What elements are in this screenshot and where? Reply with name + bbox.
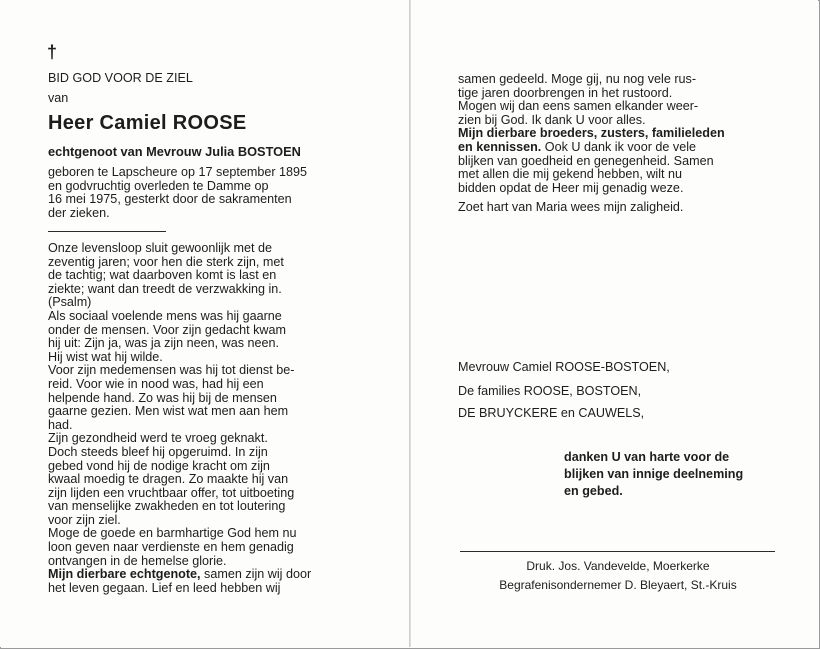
body-line: hij uit: Zijn ja, was ja zijn neen, was neen. — [48, 336, 280, 351]
body-line: Moge de goede en barmhartige God hem nu — [48, 526, 297, 541]
thanks-line: en gebed. — [564, 484, 623, 498]
cont-line: bidden opdat de Heer mij genadig weze. — [458, 180, 684, 195]
body-line: loon geven naar verdienste en hem genadig — [48, 540, 294, 555]
body-line: (Psalm) — [48, 295, 92, 310]
cont-line: blijken van goedheid en genegenheid. Samen — [458, 153, 714, 168]
body-line: voor zijn ziel. — [48, 512, 121, 527]
birth-line: geboren te Lapscheure op 17 september 1895 — [48, 165, 308, 179]
spouse-address: Mijn dierbare echtgenote, — [48, 567, 201, 582]
body-line: de tachtig; wat daarboven komt is last en — [48, 268, 277, 283]
thanks-line: blijken van innige deelneming — [564, 467, 744, 481]
divider — [48, 231, 166, 232]
left-panel — [0, 0, 409, 647]
body-line: van menselijke zwakheden en tot loutering — [48, 499, 286, 514]
birth-line: der zieken. — [48, 205, 110, 220]
body-line: het leven gegaan. Lief en leed hebben wij — [48, 580, 281, 595]
spouse-line: echtgenoot van Mevrouw Julia BOSTOEN — [48, 144, 301, 159]
birth-line: 16 mei 1975, gesterkt door de sakramenten — [48, 192, 292, 207]
thanks-block — [564, 449, 779, 500]
body-line: zeventig jaren; voor hen die sterk zijn, met — [48, 254, 284, 269]
cont-line — [458, 141, 778, 155]
cont-line-rest: Ook U dank ik voor de vele — [541, 139, 696, 154]
body-line: gebed vond hij de nodige kracht om zijn — [48, 458, 270, 473]
body-line: had. — [48, 417, 73, 432]
deceased-name: Heer Camiel ROOSE — [48, 112, 247, 134]
body-line: Doch steeds bleef hij opgeruimd. In zijn — [48, 444, 268, 459]
body-line: kwaal moedig te dragen. Zo maakte hij van — [48, 472, 289, 487]
body-line: zijn lijden een vruchtbaar offer, tot uitboeting — [48, 485, 295, 500]
cont-line: tige jaren doorbrengen in het rustoord. — [458, 85, 673, 100]
body-line: onder de mensen. Voor zijn gedacht kwam — [48, 322, 287, 337]
family-line: DE BRUYCKERE en CAUWELS, — [458, 406, 645, 420]
printer-line: Druk. Jos. Vandevelde, Moerkerke — [526, 559, 710, 573]
body-line — [48, 568, 370, 582]
undertaker-line: Begrafenisondernemer D. Bleyaert, St.-Kruis — [499, 578, 737, 592]
cont-line: Mijn dierbare broeders, zusters, familieleden — [458, 126, 725, 141]
body-line: helpende hand. Zo was hij bij de mensen — [48, 390, 277, 405]
birth-block — [48, 166, 370, 220]
body-line: Hij wist wat hij wilde. — [48, 349, 163, 364]
family-line: De families ROOSE, BOSTOEN, — [458, 384, 642, 398]
birth-line: en godvruchtig overleden te Damme op — [48, 178, 269, 193]
continuation-text — [458, 73, 778, 195]
cont-line: Mogen wij dan eens samen elkander weer- — [458, 99, 699, 114]
cont-line: zien bij God. Ik dank U voor alles. — [458, 112, 646, 127]
body-line: reid. Voor wie in nood was, had hij een — [48, 376, 264, 391]
cont-line: samen gedeeld. Moge gij, nu nog vele rus- — [458, 72, 697, 86]
body-line: Zijn gezondheid werd te vroeg geknakt. — [48, 431, 268, 446]
body-text — [48, 242, 370, 595]
family-address: en kennissen. — [458, 139, 542, 154]
divider — [460, 551, 775, 552]
cross-icon: † — [47, 42, 58, 62]
heading-prayer: BID GOD VOOR DE ZIEL — [48, 71, 193, 85]
body-line: Voor zijn medemensen was hij tot dienst be- — [48, 363, 295, 378]
maria-prayer: Zoet hart van Maria wees mijn zaligheid. — [458, 200, 684, 214]
heading-van: van — [48, 91, 69, 105]
body-line-rest: samen zijn wij door — [200, 567, 312, 582]
thanks-line: danken U van harte voor de — [564, 450, 730, 464]
body-line: ziekte; want dan treedt de verzwakking in. — [48, 281, 282, 296]
body-line: Als sociaal voelende mens was hij gaarne — [48, 308, 282, 323]
body-line: gaarne gezien. Men wist wat men aan hem — [48, 404, 289, 419]
body-line: ontvangen in de hemelse glorie. — [48, 553, 227, 568]
cont-line: met allen die mij gekend hebben, wilt nu — [458, 167, 683, 182]
body-line: Onze levensloop sluit gewoonlijk met de — [48, 241, 273, 255]
family-line: Mevrouw Camiel ROOSE-BOSTOEN, — [458, 360, 670, 374]
